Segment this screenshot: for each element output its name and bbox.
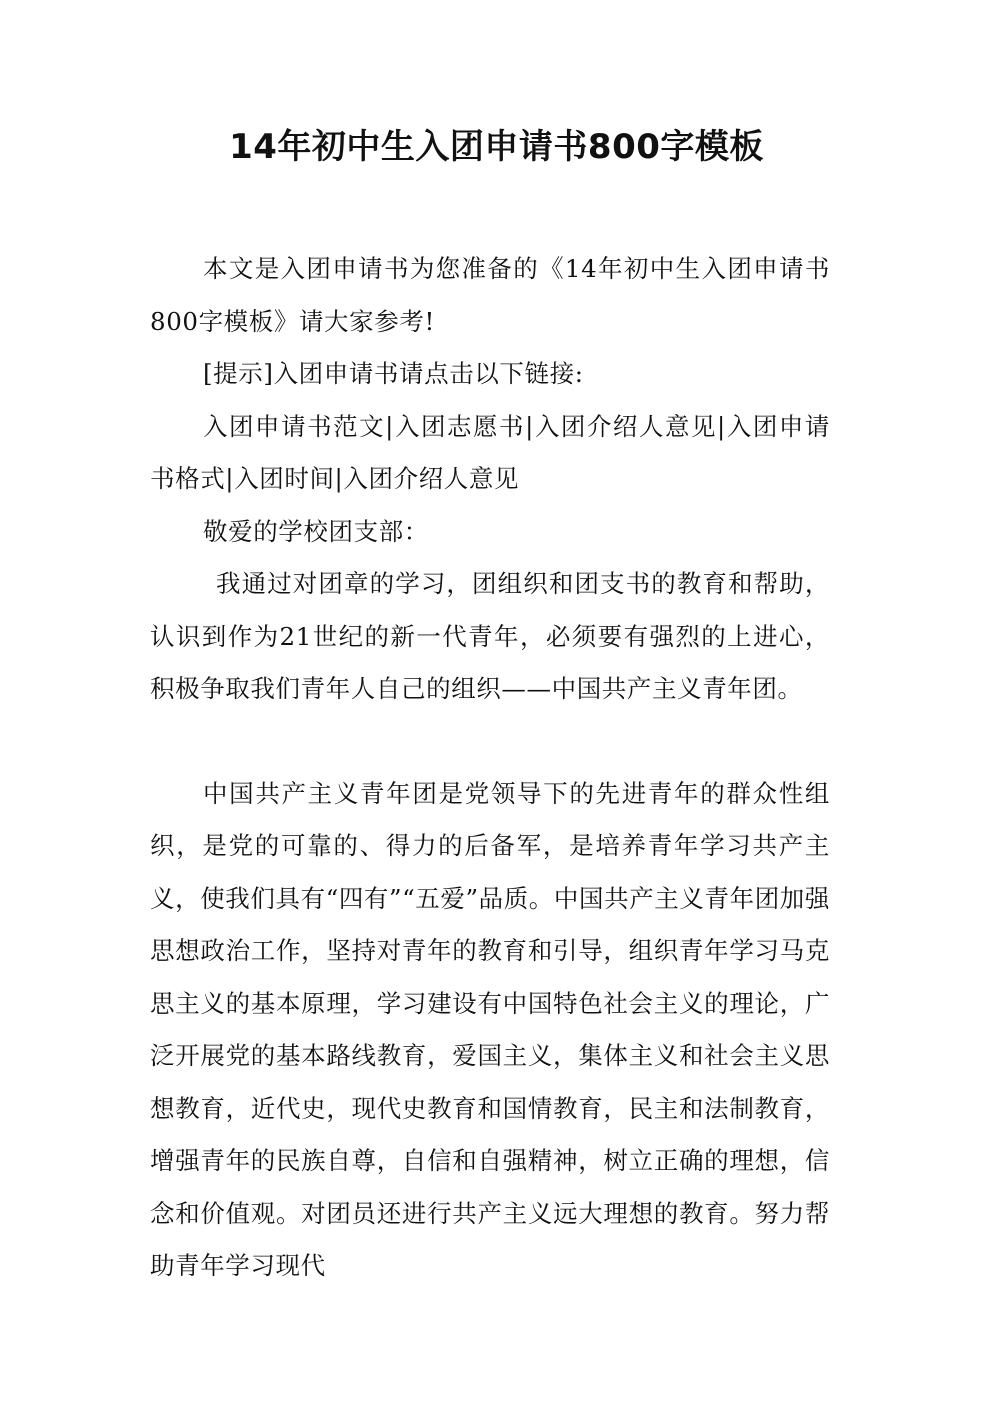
salutation: 敬爱的学校团支部：	[203, 516, 429, 546]
body-paragraph-1: 我通过对团章的学习，团组织和团支书的教育和帮助，认识到作为21世纪的新一代青年，必须要有强烈的上进心，积极争取我们青年人自己的组织——中国共产主义青年团。	[150, 569, 830, 703]
links-paragraph: 入团申请书范文|入团志愿书|入团介绍人意见|入团申请书格式|入团时间|入团介绍人意见	[150, 411, 830, 493]
body-paragraph-2: 中国共产主义青年团是党领导下的先进青年的群众性组织，是党的可靠的、得力的后备军，是培养青年学习共产主义，使我们具有“四有”“五爱”品质。中国共产主义青年团加强思想政治工作，坚持对青年的教育和引导，组织青年学习马克思主义的基本原理，学习建设有中国特色社会主义的理论，广泛开展党的基本路线教育，爱国主义，集体主义和社会主义思想教育，近代史，现代史教育和国情教育，民主和法制教育，增强青年的民族自尊，自信和自强精神，树立正确的理想，信念和价值观。对团员还进行共产主义远大理想的教育。努力帮助青年学习现代	[150, 778, 830, 1280]
page-title: 14年初中生入团申请书800字模板	[229, 127, 764, 167]
intro-paragraph: 本文是入团申请书为您准备的《14年初中生入团申请书800字模板》请大家参考!	[150, 254, 830, 336]
document-body	[150, 243, 830, 1293]
paragraph-gap	[150, 716, 830, 768]
tip-paragraph: [提示]入团申请书请点击以下链接:	[203, 359, 584, 388]
